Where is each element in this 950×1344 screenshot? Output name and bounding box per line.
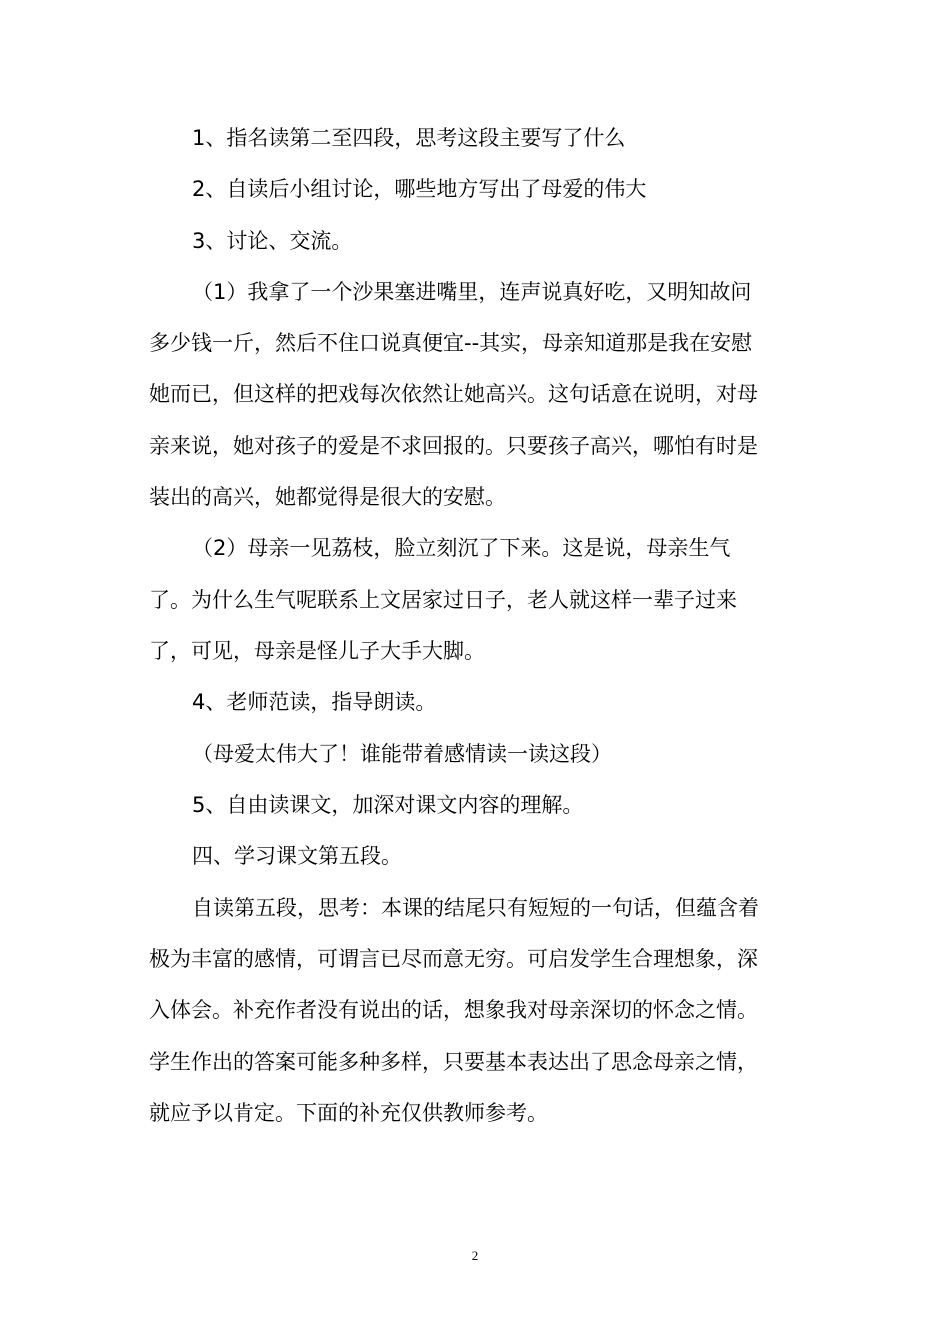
text-line-9: （2）母亲一见荔枝，脸立刻沉了下来。这是说，母亲生气 bbox=[192, 536, 731, 560]
text-line-3: 3、讨论、交流。 bbox=[192, 229, 353, 253]
text-line-18: 入体会。补充作者没有说出的话，想象我对母亲深切的怀念之情。 bbox=[149, 998, 758, 1022]
text-line-2: 2、自读后小组讨论，哪些地方写出了母爱的伟大 bbox=[192, 177, 647, 201]
text-line-11: 了，可见，母亲是怪儿子大手大脚。 bbox=[149, 639, 485, 663]
text-line-15: 四、学习课文第五段。 bbox=[192, 844, 402, 868]
page-number: 2 bbox=[471, 1248, 479, 1263]
text-line-16: 自读第五段，思考：本课的结尾只有短短的一句话，但蕴含着 bbox=[192, 896, 759, 920]
text-line-4: （1）我拿了一个沙果塞进嘴里，连声说真好吃，又明知故问 bbox=[192, 280, 752, 304]
text-line-10: 了。为什么生气呢联系上文居家过日子，老人就这样一辈子过来 bbox=[149, 588, 737, 612]
text-line-19: 学生作出的答案可能多种多样，只要基本表达出了思念母亲之情， bbox=[149, 1050, 758, 1074]
text-line-13: （母爱太伟大了！谁能带着感情读一读这段） bbox=[192, 742, 612, 766]
text-line-17: 极为丰富的感情，可谓言已尽而意无穷。可启发学生合理想象，深 bbox=[149, 947, 758, 971]
text-line-6: 她而已，但这样的把戏每次依然让她高兴。这句话意在说明，对母 bbox=[149, 382, 758, 406]
text-line-12: 4、老师范读，指导朗读。 bbox=[192, 690, 437, 714]
text-line-1: 1、指名读第二至四段，思考这段主要写了什么 bbox=[192, 126, 626, 150]
text-line-14: 5、自由读课文，加深对课文内容的理解。 bbox=[192, 793, 584, 817]
text-line-7: 亲来说，她对孩子的爱是不求回报的。只要孩子高兴，哪怕有时是 bbox=[149, 434, 758, 458]
text-line-20: 就应予以肯定。下面的补充仅供教师参考。 bbox=[149, 1101, 548, 1125]
text-line-8: 装出的高兴，她都觉得是很大的安慰。 bbox=[149, 485, 506, 509]
text-line-5: 多少钱一斤，然后不住口说真便宜--其实，母亲知道那是我在安慰 bbox=[149, 331, 753, 355]
